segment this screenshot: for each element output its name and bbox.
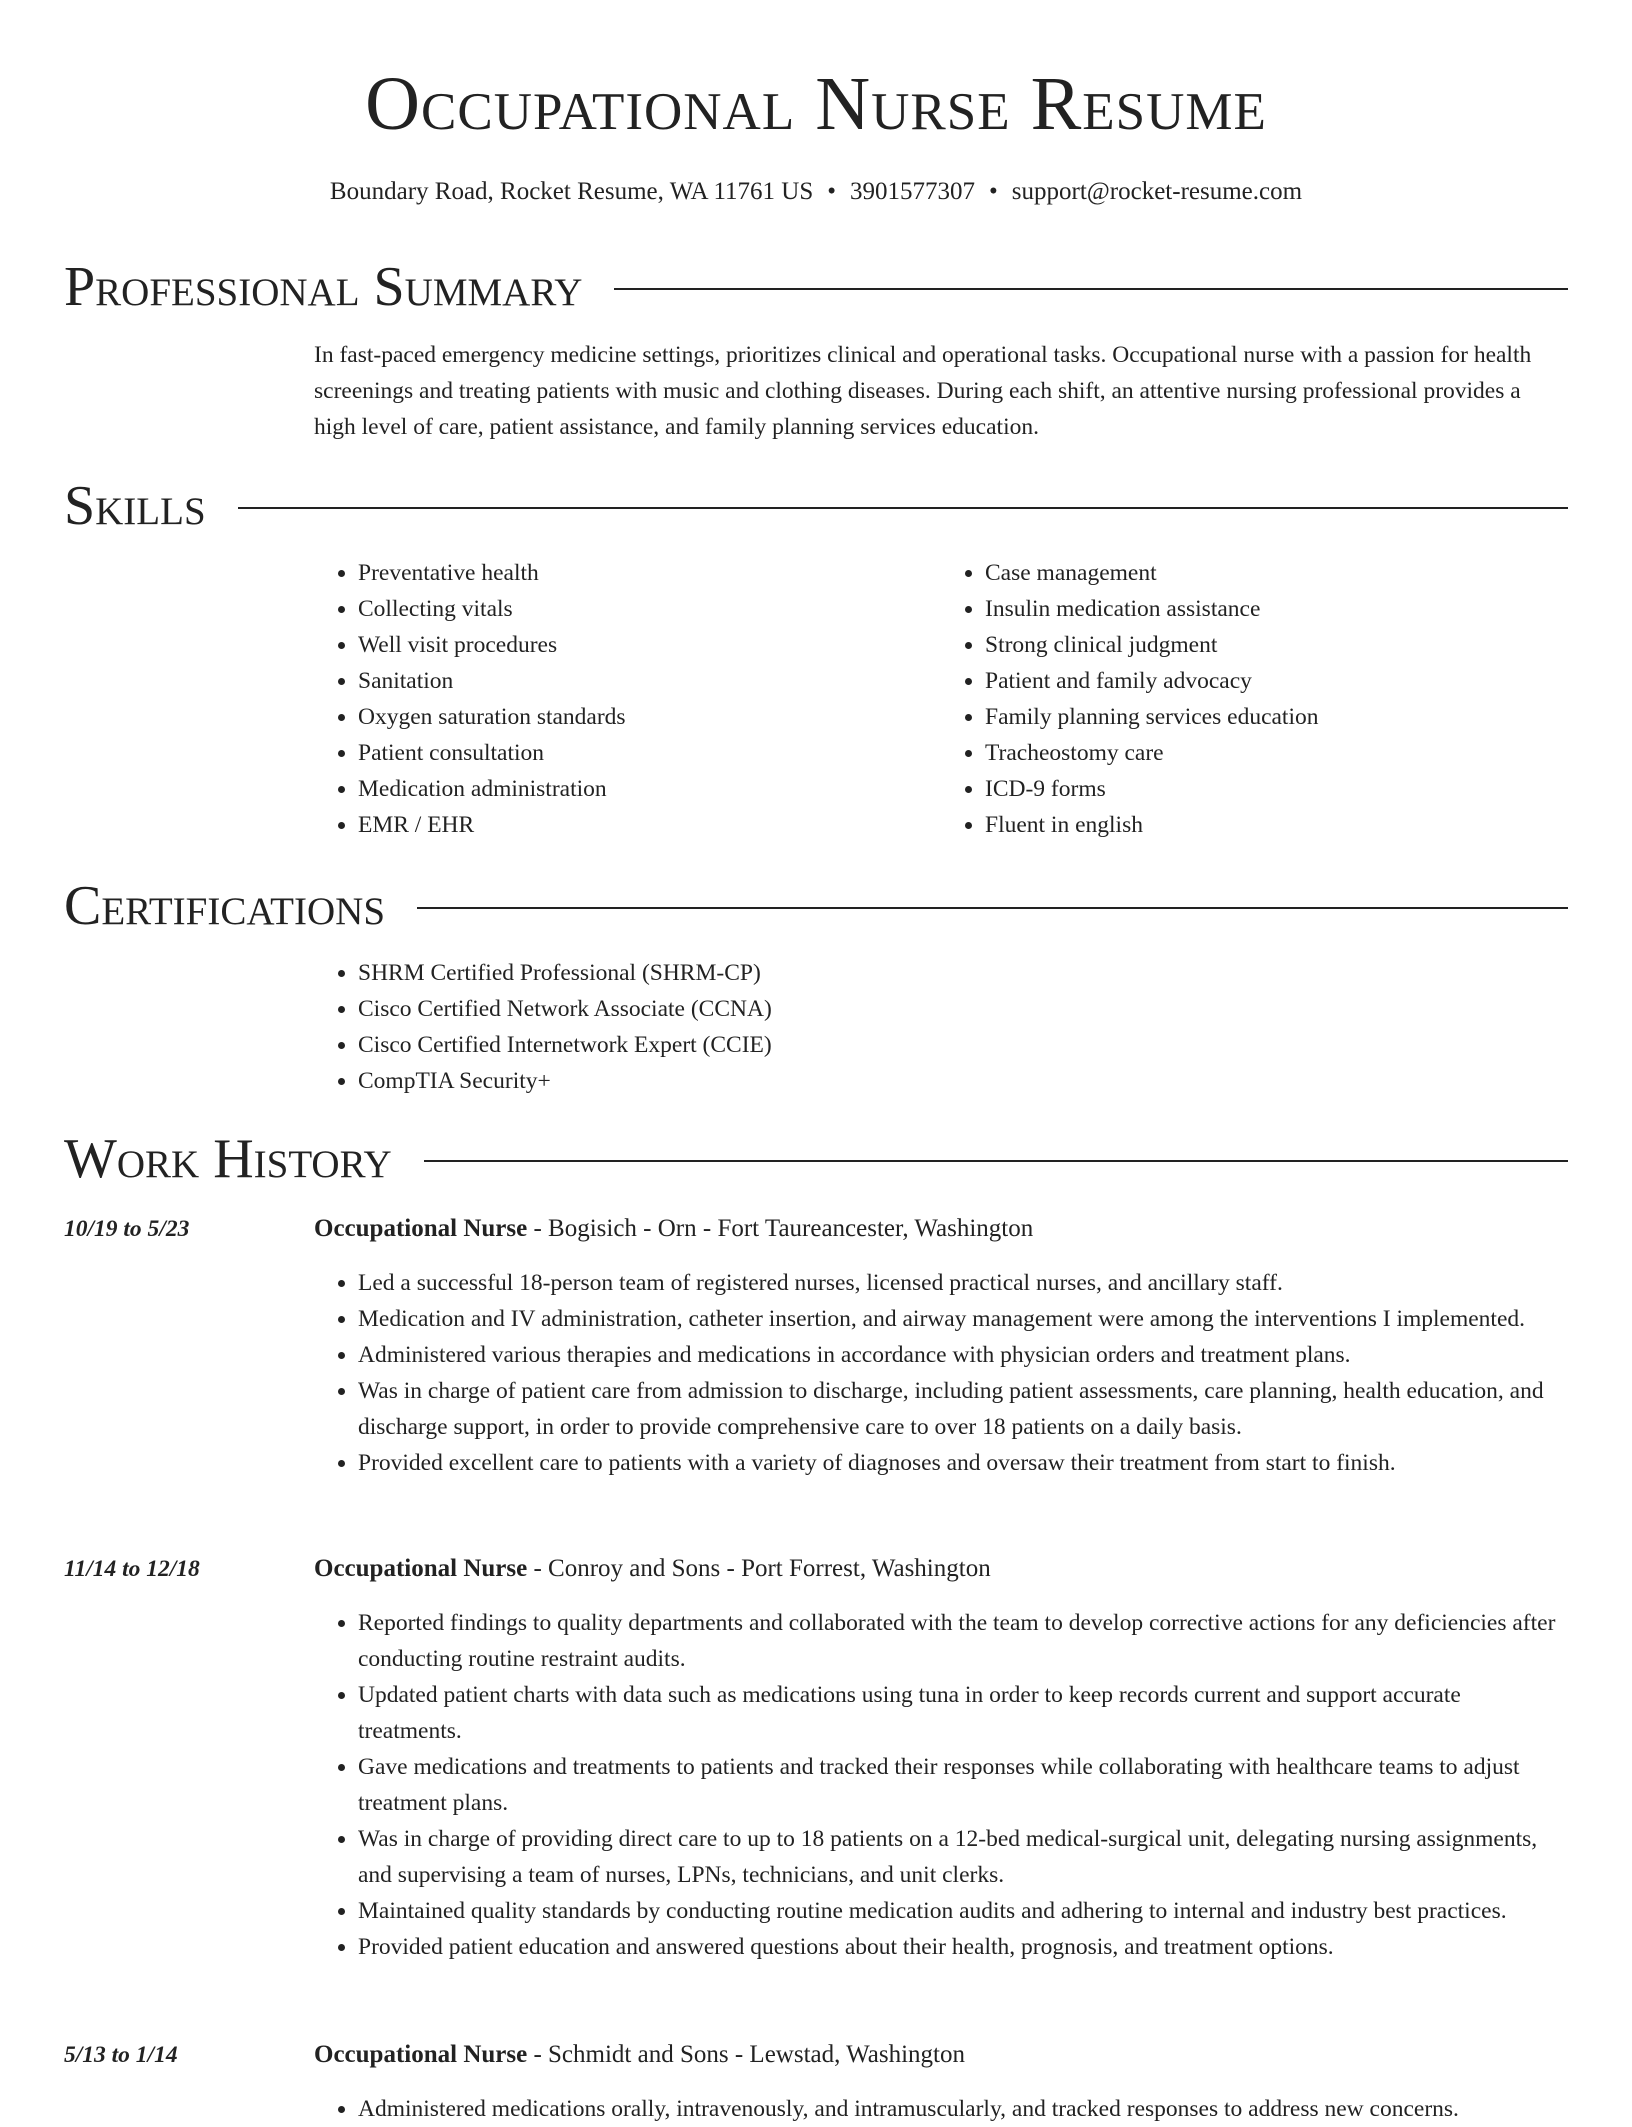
job-bullet: • Administered various therapies and medications in accordance with physician orders and treatment plans. — [358, 1337, 1568, 1373]
job-details: - Bogisich - Orn - Fort Taureancester, Washington — [527, 1215, 1034, 1242]
skill-item: • Case management — [985, 555, 1568, 591]
skills-list-left — [314, 555, 941, 843]
skill-item: • Well visit procedures — [358, 627, 941, 663]
job-dates: 10/19 to 5/23 — [64, 1216, 190, 1242]
job-bullet: • Provided patient education and answered questions about their health, prognosis, and treatment options. — [358, 1929, 1568, 1965]
certification-item: • Cisco Certified Network Associate (CCNA) — [358, 991, 1568, 1027]
job-bullet-list — [314, 1265, 1568, 1481]
job-role: Occupational Nurse — [314, 2041, 528, 2068]
job-dates: 5/13 to 1/14 — [64, 2042, 178, 2068]
summary-block — [314, 337, 1568, 445]
job-bullet-list — [314, 1605, 1568, 1965]
job-bullets — [314, 2091, 1568, 2127]
skill-item: • Fluent in english — [985, 807, 1568, 843]
skill-item: • Patient and family advocacy — [985, 663, 1568, 699]
certification-item: • CompTIA Security+ — [358, 1063, 1568, 1099]
contact-separator: • — [989, 178, 998, 205]
contact-address: Boundary Road, Rocket Resume, WA 11761 US — [329, 178, 814, 205]
contact-email: support@rocket-resume.com — [1011, 178, 1303, 205]
contact-line — [0, 172, 1632, 212]
skills-heading: Skills — [64, 475, 206, 537]
job-header — [314, 1551, 1568, 1587]
certifications-block — [314, 955, 1568, 1099]
job-role: Occupational Nurse — [314, 1215, 528, 1242]
summary-text: In fast-paced emergency medicine settings, prioritizes clinical and operational tasks. Occupational nurse with a passion for health screenings and treating patients with music and clothing diseases. During each shift, an attentive nursing professional provides a high level of care, patient assistance, and family planning services education. — [314, 342, 1532, 440]
job-bullet: • Updated patient charts with data such as medications using tuna in order to keep records current and support accurate treatments. — [358, 1677, 1568, 1749]
job-bullet: • Was in charge of providing direct care to up to 18 patients on a 12-bed medical-surgical unit, delegating nursing assignments, and supervising a team of nurses, LPNs, technicians, and unit clerks. — [358, 1821, 1568, 1893]
certifications-list — [314, 955, 1568, 1099]
skill-item: • Family planning services education — [985, 699, 1568, 735]
contact-phone: 3901577307 — [850, 178, 975, 205]
certification-item: • Cisco Certified Internetwork Expert (CCIE) — [358, 1027, 1568, 1063]
job-bullets — [314, 1605, 1568, 1965]
section-divider — [238, 507, 1568, 509]
job-role: Occupational Nurse — [314, 1555, 528, 1582]
job-bullet: • Administered medications orally, intravenously, and intramuscularly, and tracked responses to address new concerns. — [358, 2091, 1568, 2127]
job-bullet-list — [314, 2091, 1568, 2127]
job-bullets — [314, 1265, 1568, 1481]
skill-item: • Sanitation — [358, 663, 941, 699]
job-bullet: • Medication and IV administration, catheter insertion, and airway management were among the interventions I implemented. — [358, 1301, 1568, 1337]
certifications-heading: Certifications — [64, 875, 386, 937]
summary-section-header — [64, 252, 1568, 322]
section-divider — [424, 1160, 1568, 1162]
job-bullet: • Gave medications and treatments to patients and tracked their responses while collaborating with healthcare teams to adjust treatment plans. — [358, 1749, 1568, 1821]
skill-item: • Strong clinical judgment — [985, 627, 1568, 663]
skill-item: • Insulin medication assistance — [985, 591, 1568, 627]
summary-heading: Professional Summary — [64, 256, 583, 318]
job-bullet: • Led a successful 18-person team of registered nurses, licensed practical nurses, and ancillary staff. — [358, 1265, 1568, 1301]
job-details: - Schmidt and Sons - Lewstad, Washington — [527, 2041, 965, 2068]
skills-list-right — [941, 555, 1568, 843]
job-header — [314, 1211, 1568, 1247]
job-bullet: • Was in charge of patient care from admission to discharge, including patient assessments, care planning, health education, and discharge support, in order to provide comprehensive care to over 18 patients on a daily basis. — [358, 1373, 1568, 1445]
job-dates: 11/14 to 12/18 — [64, 1556, 200, 1582]
certification-item: • SHRM Certified Professional (SHRM-CP) — [358, 955, 1568, 991]
job-bullet: • Reported findings to quality departments and collaborated with the team to develop corrective actions for any deficiencies after conducting routine restraint audits. — [358, 1605, 1568, 1677]
skill-item: • Medication administration — [358, 771, 941, 807]
section-divider — [417, 907, 1568, 909]
skill-item: • Collecting vitals — [358, 591, 941, 627]
resume-title: Occupational Nurse Resume — [365, 62, 1267, 146]
skill-item: • Tracheostomy care — [985, 735, 1568, 771]
skill-item: • EMR / EHR — [358, 807, 941, 843]
job-header — [314, 2037, 1568, 2073]
job-bullet: • Maintained quality standards by conducting routine medication audits and adhering to internal and industry best practices. — [358, 1893, 1568, 1929]
certifications-section-header — [64, 871, 1568, 941]
skill-item: • Preventative health — [358, 555, 941, 591]
skill-item: • Oxygen saturation standards — [358, 699, 941, 735]
skill-item: • ICD-9 forms — [985, 771, 1568, 807]
skills-block — [314, 555, 1568, 843]
contact-separator: • — [827, 178, 836, 205]
skills-section-header — [64, 471, 1568, 541]
work-heading: Work History — [64, 1128, 392, 1190]
job-bullet: • Provided excellent care to patients with a variety of diagnoses and oversaw their treatment from start to finish. — [358, 1445, 1568, 1481]
skill-item: • Patient consultation — [358, 735, 941, 771]
work-section-header — [64, 1124, 1568, 1194]
job-details: - Conroy and Sons - Port Forrest, Washington — [527, 1555, 991, 1582]
section-divider — [614, 288, 1568, 290]
